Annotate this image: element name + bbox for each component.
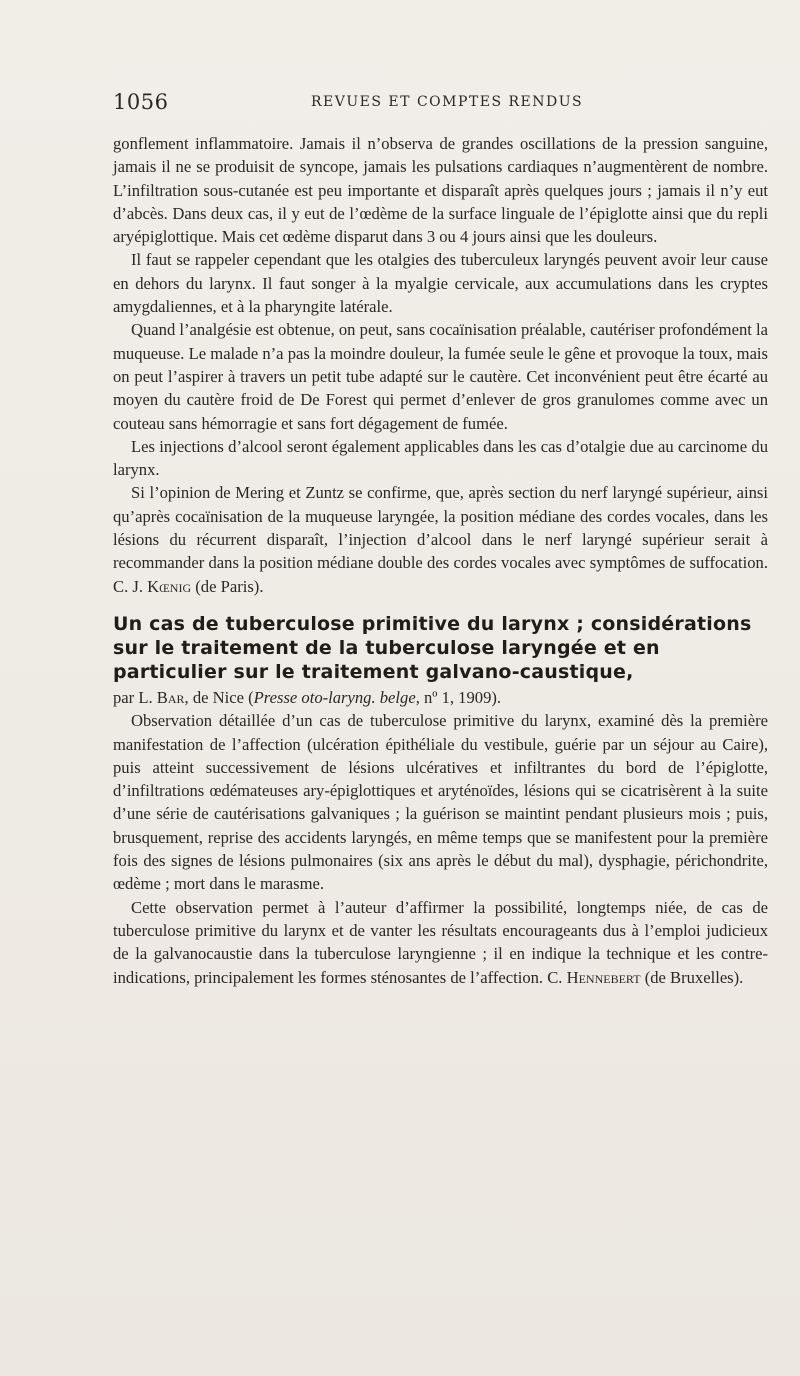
- signature-initials: C.: [547, 967, 563, 987]
- byline: [113, 686, 768, 709]
- paragraph-text: Si l’opinion de Mering et Zuntz se confirme, que, après section du nerf laryngé supérieur, ainsi qu’après cocaïnisation de la muqueuse laryngée, la position médiane des cordes vocales, dans les lésions du récurrent disparaît, l’injection d’alcool dans le nerf laryngé supérieur serait à recommander dans la position médiane double des cordes vocales avec symptômes de suffocation.: [113, 483, 768, 573]
- paragraph-with-signature: [113, 481, 768, 597]
- paragraph: Les injections d’alcool seront également applicables dans les cas d’otalgie due au carcinome du larynx.: [113, 436, 768, 480]
- paragraph: Il faut se rappeler cependant que les otalgies des tuberculeux laryngés peuvent avoir leur cause en dehors du larynx. Il faut songer à la myalgie cervicale, aux accumulations dans les cryptes amygdaliennes, et à la pharyngite latérale.: [113, 250, 768, 317]
- signature-author: Kœnig: [147, 576, 192, 596]
- signature: [547, 968, 743, 987]
- byline-prefix: par L.: [113, 687, 153, 707]
- paragraph-with-signature: [113, 896, 768, 989]
- signature-author: Hennebert: [566, 967, 641, 987]
- paragraph: gonflement inflammatoire. Jamais il n’observa de grandes oscillations de la pression sanguine, jamais il ne se produisit de syncope, jamais les pulsations cardiaques n’augmentèrent de nombre. L’infiltration sous-cutanée est peu importante et disparaît après quelques jours ; jamais il n’y eut d’abcès. Dans deux cas, il y eut de l’œdème de la surface linguale de l’épiglotte ainsi que du repli aryépiglottique. Mais cet œdème disparut dans 3 ou 4 jours ainsi que les douleurs.: [113, 134, 768, 247]
- page-number: 1056: [113, 90, 169, 114]
- paragraph-text: Cette observation permet à l’auteur d’affirmer la possibilité, longtemps niée, de cas de tuberculose primitive du larynx et de vanter les résultats encourageants dus à l’emploi judicieux de la galvanocaustie dans la tuberculose laryngienne ; il en indique la technique et les contre-indications, principalement les formes sténosantes de l’affection.: [113, 897, 768, 987]
- page-header: [113, 90, 765, 120]
- byline-place: , de Nice (: [184, 687, 254, 707]
- running-head: REVUES ET COMPTES RENDUS: [311, 94, 584, 110]
- byline-journal: Presse oto-laryng. belge: [253, 687, 416, 707]
- signature-place: (de Paris).: [195, 576, 264, 596]
- byline-issue: , nº 1, 1909).: [415, 687, 502, 707]
- signature-place: (de Bruxelles).: [644, 967, 744, 987]
- signature-initials: C. J.: [113, 576, 143, 596]
- paragraph: Observation détaillée d’un cas de tuberculose primitive du larynx, examiné dès la première manifestation de l’affection (ulcération épithéliale du vestibule, guérie par un séjour au Caire), puis atteint successivement de lésions ulcératives et infiltrantes du bord de l’épiglotte, d’infiltrations œdémateuses ary-épiglottiques et aryténoïdes, lésions qui se cicatrisèrent à la suite d’une série de cautérisations galvaniques ; la guérison se maintint pendant plusieurs mois ; puis, brusquement, reprise des accidents laryngés, en même temps que se manifestent pour la première fois des signes de lésions pulmonaires (six ans après le début du mal), dysphagie, périchondrite, œdème ; mort dans le marasme.: [113, 711, 768, 894]
- article-body: [113, 132, 768, 989]
- signature: [113, 577, 263, 596]
- paragraph: Quand l’analgésie est obtenue, on peut, sans cocaïnisation préalable, cautériser profondément la muqueuse. Le malade n’a pas la moindre douleur, la fumée seule le gêne et provoque la toux, mais on peut l’aspirer à travers un petit tube adapté sur le cautère. Cet inconvénient peut être écarté au moyen du cautère froid de De Forest qui permet d’enlever de gros granulomes comme avec un couteau sans hémorragie et sans fort dégagement de fumée.: [113, 320, 768, 433]
- byline-author: Bar: [156, 687, 185, 707]
- article-title: Un cas de tuberculose primitive du larynx ; considérations sur le traitement de la tuberculose laryngée et en particulier sur le traitement galvano-caustique,: [113, 612, 752, 683]
